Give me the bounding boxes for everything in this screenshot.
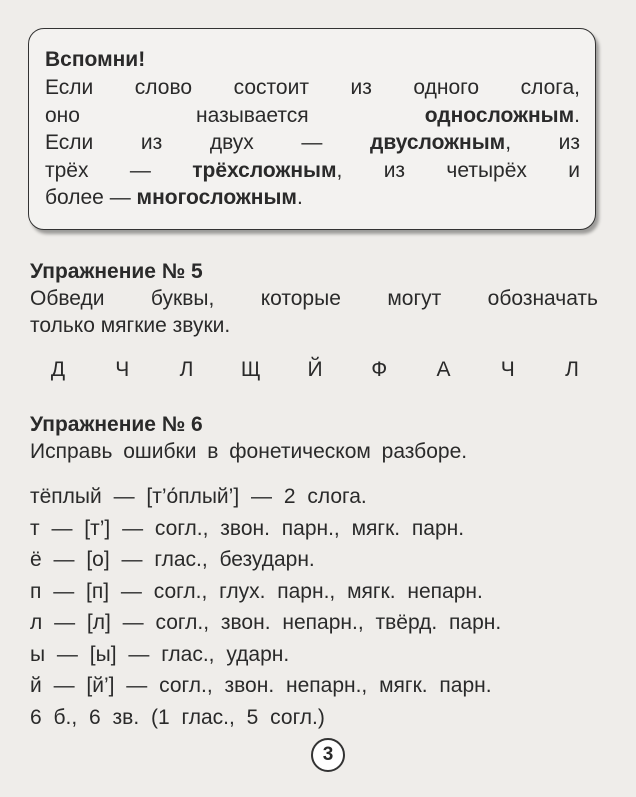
analysis-line: ы — [ы] — глас., ударн. [30,642,290,666]
exercise-6-instruction: Исправь ошибки в фонетическом разборе. [30,440,468,463]
letter[interactable]: Ч [500,358,515,381]
reminder-title: Вспомни! [45,48,146,71]
reminder-line [45,186,303,210]
exercise-6-heading: Упражнение № 6 [30,413,203,436]
page-number: 3 [311,738,345,772]
text-segment: Если из двух — [45,131,370,154]
letters-row [40,358,590,382]
exercise-5-heading: Упражнение № 5 [30,260,203,283]
text-segment: более — [45,186,137,209]
analysis-line: тёплый — [т’о́плый’] — 2 слога. [30,485,367,508]
text-segment: трёх — [45,158,193,182]
letter[interactable]: Л [179,358,194,381]
letter[interactable]: А [436,358,451,381]
letter[interactable]: Ф [371,358,388,381]
analysis-line: й — [й’] — согл., звон. непарн., мягк. парн. [30,674,492,697]
bold-term: трёхсложным [192,158,337,182]
bold-term: многосложным [136,186,297,209]
letter[interactable]: Л [565,358,579,381]
analysis-line: 6 б., 6 зв. (1 глас., 5 согл.) [30,705,325,729]
analysis-line: ё — [о] — глас., безударн. [30,548,315,571]
reminder-line [45,131,580,155]
text-segment: , из четырёх и [336,158,580,182]
reminder-line [45,159,580,183]
text-segment: . [296,186,303,209]
bold-term: двусложным [369,131,506,154]
analysis-line: л — [л] — согл., звон. непарн., твёрд. парн. [30,611,502,634]
letter[interactable]: Щ [240,358,261,381]
reminder-line [45,104,580,128]
text-segment: Если слово состоит из одного слога, [45,76,580,99]
analysis-line: п — [п] — согл., глух. парн., мягк. непарн. [30,579,483,603]
analysis-line: т — [т’] — согл., звон. парн., мягк. парн. [30,516,465,540]
exercise-5-instruction-line: Обведи буквы, которые могут обозначать [30,287,598,310]
bold-term: односложным [424,103,575,127]
letter[interactable]: Й [307,358,323,381]
letter[interactable]: Ч [115,358,130,381]
text-segment: , из [505,131,580,154]
reminder-line [45,76,580,100]
exercise-5-instruction-line: только мягкие звуки. [30,314,231,337]
text-segment: . [574,103,580,127]
letter[interactable]: Д [50,358,66,381]
text-segment: оно называется [45,103,425,127]
